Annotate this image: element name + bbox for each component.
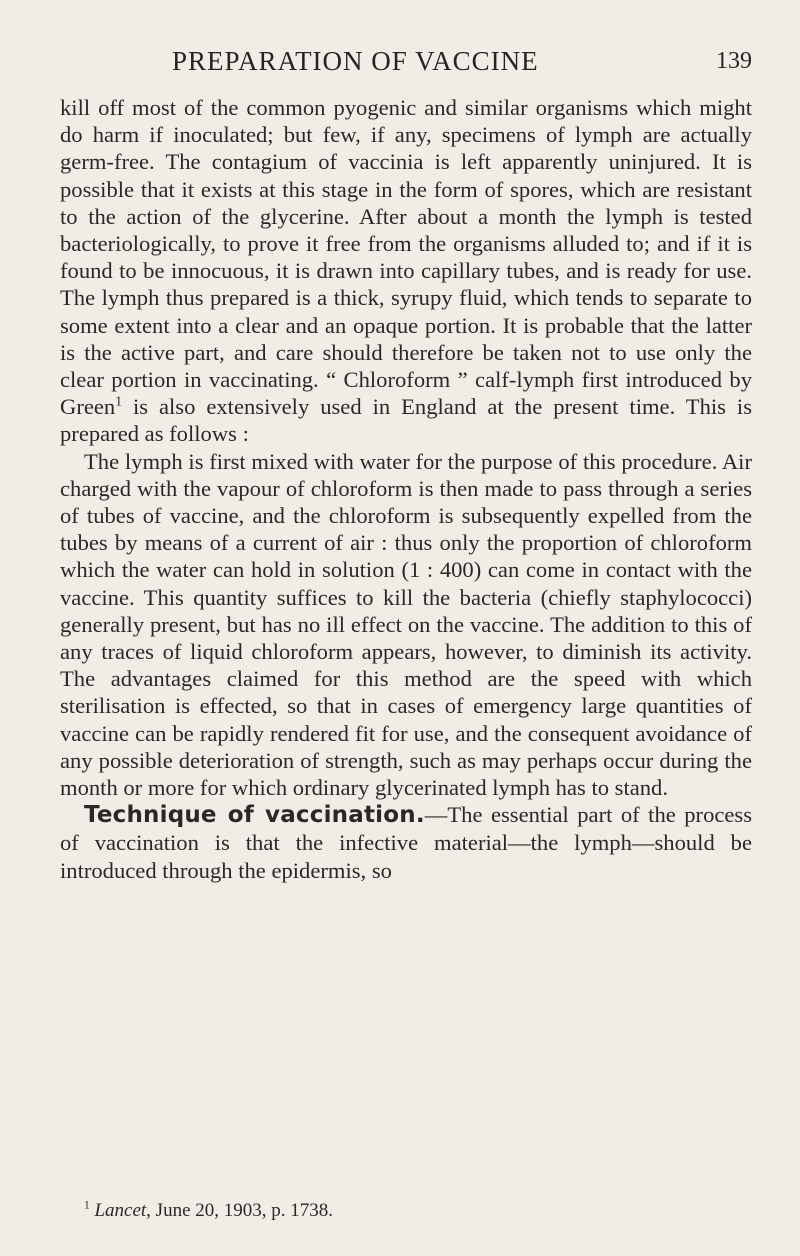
footnote-reference: 1 xyxy=(115,393,122,409)
section-heading: Technique of vaccination. xyxy=(84,802,425,829)
paragraph-text: kill off most of the common pyogenic and similar organisms which might do harm if inoculated; but few, if any, specimens of lymph are actually germ-free. The contagium of vaccinia is left apparently uninjured. It is possible that it exists at this stage in the form of spores, which are resistant to the action of the glycerine. After about a month the lymph is tested bacteriologically, to prove it free from the organisms alluded to; and if it is found to be innocuous, it is drawn into capillary tubes, and is ready for use. The lymph thus prepared is a thick, syrupy fluid, which tends to separate to some extent into a clear and an opaque portion. It is probable that the latter is the active part, and care should therefore be taken not to use only the clear portion in vaccinating. “ Chloroform ” calf-lymph first introduced by Green xyxy=(60,95,752,420)
footnote xyxy=(84,1200,744,1222)
paragraph-text-end: is also extensively used in England at the present time. This is prepared as follows : xyxy=(60,394,752,447)
footnote-marker: 1 xyxy=(84,1199,90,1212)
running-head: PREPARATION OF VACCINE xyxy=(172,46,539,76)
footnote-citation: Lancet xyxy=(94,1200,147,1221)
page-header xyxy=(172,46,752,86)
paragraph-section xyxy=(60,801,752,884)
paragraph: The lymph is first mixed with water for the purpose of this procedure. Air charged with the vapour of chloroform is then made to pass through a series of tubes of vaccine, and the chloroform is subsequently expelled from the tubes by means of a current of air : thus only the proportion of chloroform which the water can hold in solution (1 : 400) can come in contact with the vaccine. This quantity suffices to kill the bacteria (chiefly staphylococci) generally present, but has no ill effect on the vaccine. The addition to this of any traces of liquid chloroform appears, however, to diminish its activity. The advantages claimed for this method are the speed with which sterilisation is effected, so that in cases of emergency large quantities of vaccine can be rapidly rendered fit for use, and the consequent avoidance of any possible deterioration of strength, such as may perhaps occur during the month or more for which ordinary glycerinated lymph has to stand. xyxy=(60,448,752,801)
paragraph-text: —The essential part of the process of vaccination is that the infective material—the lymph—should be introduced through the epidermis, so xyxy=(60,802,753,883)
paragraph-continued xyxy=(60,94,752,448)
body-text xyxy=(60,94,752,884)
footnote-details: , June 20, 1903, p. 1738. xyxy=(146,1200,333,1221)
page-number: 139 xyxy=(716,48,752,74)
